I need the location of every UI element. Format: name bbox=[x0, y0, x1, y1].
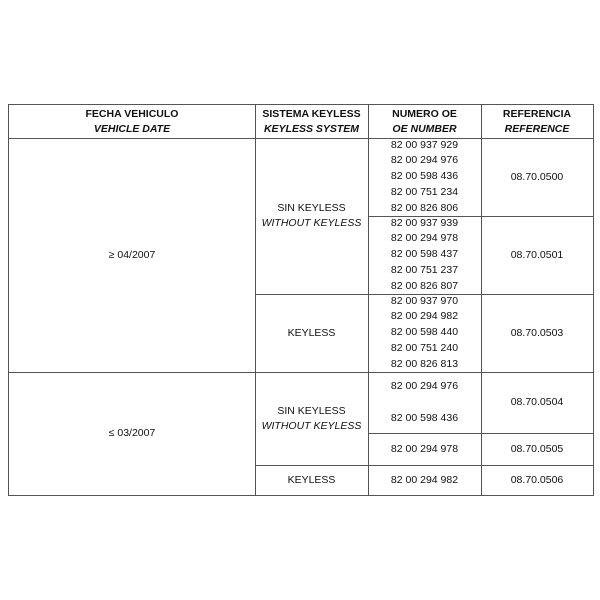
keyless-system-es: SIN KEYLESS bbox=[277, 404, 346, 417]
oe-number: 82 00 826 806 bbox=[390, 201, 459, 214]
grid-line bbox=[368, 105, 369, 495]
oe-number: 82 00 598 437 bbox=[390, 248, 459, 261]
oe-number-cell bbox=[368, 433, 481, 465]
header-keyless-system bbox=[255, 105, 368, 138]
header-vehicle-date-en: VEHICLE DATE bbox=[93, 122, 171, 135]
oe-number: 82 00 598 436 bbox=[390, 170, 459, 183]
oe-number: 82 00 937 929 bbox=[390, 138, 459, 151]
header-vehicle-date bbox=[9, 105, 255, 138]
oe-number: 82 00 294 978 bbox=[390, 442, 459, 455]
header-oe-number bbox=[368, 105, 481, 138]
reference-cell bbox=[481, 465, 593, 495]
vehicle-date-value: ≥ 04/2007 bbox=[108, 248, 156, 261]
header-reference-en: REFERENCE bbox=[504, 122, 570, 135]
vehicle-date-cell bbox=[9, 372, 255, 495]
reference-value: 08.70.0504 bbox=[510, 396, 564, 408]
oe-number: 82 00 751 237 bbox=[390, 263, 459, 276]
oe-number: 82 00 937 970 bbox=[390, 294, 459, 307]
oe-number: 82 00 598 436 bbox=[390, 411, 459, 424]
header-keyless-system-en: KEYLESS SYSTEM bbox=[263, 122, 360, 135]
header-vehicle-date-es: FECHA VEHICULO bbox=[85, 107, 179, 120]
reference-value: 08.70.0500 bbox=[510, 170, 564, 183]
oe-number: 82 00 598 440 bbox=[390, 326, 459, 339]
oe-number: 82 00 751 240 bbox=[390, 341, 459, 354]
keyless-system-cell bbox=[255, 372, 368, 465]
oe-number: 82 00 294 978 bbox=[390, 232, 459, 245]
reference-cell bbox=[481, 372, 593, 433]
keyless-system-es: KEYLESS bbox=[287, 473, 336, 486]
oe-number-cell bbox=[368, 465, 481, 495]
vehicle-date-cell bbox=[9, 138, 255, 372]
grid-line bbox=[9, 138, 593, 139]
oe-number: 82 00 826 813 bbox=[390, 357, 459, 370]
reference-value: 08.70.0505 bbox=[510, 442, 564, 455]
oe-number: 82 00 751 234 bbox=[390, 185, 459, 198]
vehicle-date-value: ≤ 03/2007 bbox=[108, 427, 156, 439]
oe-number: 82 00 294 982 bbox=[390, 310, 459, 323]
oe-number: 82 00 294 976 bbox=[390, 154, 459, 167]
header-reference-es: REFERENCIA bbox=[502, 107, 572, 120]
keyless-system-es: KEYLESS bbox=[287, 326, 336, 339]
reference-cell bbox=[481, 138, 593, 216]
header-reference bbox=[481, 105, 593, 138]
grid-line bbox=[255, 465, 593, 466]
keyless-system-cell bbox=[255, 294, 368, 372]
keyless-system-cell bbox=[255, 138, 368, 294]
keyless-system-cell bbox=[255, 465, 368, 495]
reference-cell bbox=[481, 216, 593, 294]
reference-cell bbox=[481, 433, 593, 465]
grid-line bbox=[255, 294, 593, 295]
reference-value: 08.70.0506 bbox=[510, 473, 564, 486]
keyless-system-es: SIN KEYLESS bbox=[277, 202, 346, 214]
oe-number: 82 00 294 982 bbox=[390, 473, 459, 486]
grid-line bbox=[481, 105, 482, 495]
oe-number: 82 00 294 976 bbox=[390, 379, 459, 392]
reference-value: 08.70.0503 bbox=[510, 326, 564, 339]
keyless-system-en: WITHOUT KEYLESS bbox=[261, 217, 362, 229]
grid-line bbox=[9, 372, 593, 373]
oe-number-cell bbox=[368, 372, 481, 433]
oe-number-cell bbox=[368, 294, 481, 372]
oe-number-cell bbox=[368, 138, 481, 216]
header-keyless-system-es: SISTEMA KEYLESS bbox=[262, 107, 361, 120]
reference-cell bbox=[481, 294, 593, 372]
reference-table bbox=[8, 104, 594, 496]
oe-number: 82 00 826 807 bbox=[390, 279, 459, 292]
oe-number-cell bbox=[368, 216, 481, 294]
oe-number: 82 00 937 939 bbox=[390, 216, 459, 229]
grid-line bbox=[255, 105, 256, 495]
header-oe-number-en: OE NUMBER bbox=[392, 122, 457, 135]
reference-value: 08.70.0501 bbox=[510, 248, 564, 261]
header-oe-number-es: NUMERO OE bbox=[392, 107, 457, 120]
keyless-system-en: WITHOUT KEYLESS bbox=[261, 419, 362, 432]
